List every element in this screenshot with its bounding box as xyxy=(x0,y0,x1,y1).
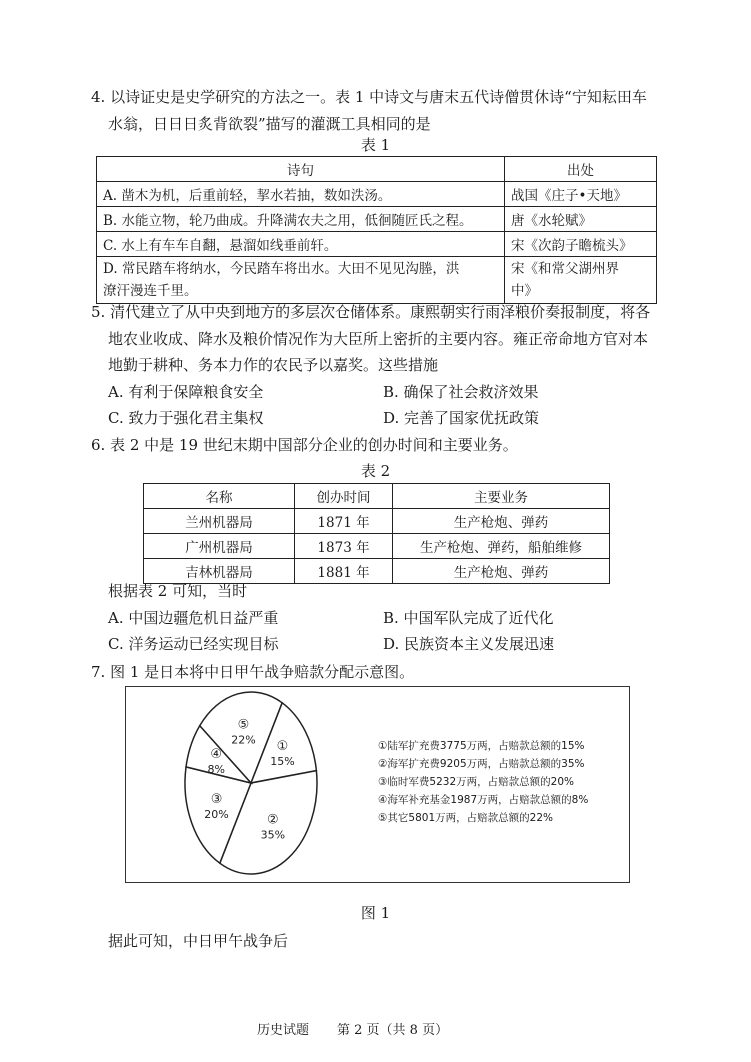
legend-item-3: ③临时军费5232万两，占赔款总额的20% xyxy=(378,776,574,788)
table1-source-d-line2: 中》 xyxy=(511,283,538,299)
q5-option-a[interactable]: A. 有利于保障粮食安全 xyxy=(108,383,264,401)
table2-cell: 吉林机器局 xyxy=(144,559,295,584)
table-row xyxy=(97,207,657,232)
q5-option-d[interactable]: D. 完善了国家优抚政策 xyxy=(383,409,540,427)
legend-item-2: ②海军扩充费9205万两，占赔款总额的35% xyxy=(378,758,585,770)
q4-stem-line1: 4. 以诗证史是史学研究的方法之一。表 1 中诗文与唐末五代诗僧贯休诗“宁知耘田车 xyxy=(91,88,647,106)
pie-slice-pct-3: 20% xyxy=(204,807,229,821)
table1-caption: 表 1 xyxy=(360,136,391,154)
pie-slice-label-5: ⑤ xyxy=(237,717,250,733)
q6-option-c[interactable]: C. 洋务运动已经实现目标 xyxy=(108,635,279,653)
table1-verse-a: A. 凿木为机，后重前轻，挈水若抽，数如泆汤。 xyxy=(97,182,505,207)
table2-cell: 生产枪炮、弹药 xyxy=(393,559,610,584)
table2-cell: 生产枪炮、弹药，船舶维修 xyxy=(393,534,610,559)
table1-verse-c: C. 水上有车车自翻，悬溜如线垂前轩。 xyxy=(97,232,505,257)
pie-slice-pct-4: 8% xyxy=(207,763,225,777)
table2-cell: 生产枪炮、弹药 xyxy=(393,509,610,534)
q7-stem: 据此可知，中日甲午战争后 xyxy=(108,932,289,950)
footer-page: 第 2 页（共 8 页） xyxy=(337,1023,449,1038)
q5-stem-line1: 5. 清代建立了从中央到地方的多层次仓储体系。康熙朝实行雨泽粮价奏报制度，将各 xyxy=(91,303,651,321)
pie-slice-label-2: ② xyxy=(267,812,279,828)
pie-slice-pct-2: 35% xyxy=(260,828,286,842)
table1-verse-d-line1: D. 常民踏车将纳水，今民踏车将出水。大田不见见沟塍，洪 xyxy=(103,261,460,277)
q5-option-b[interactable]: B. 确保了社会救济效果 xyxy=(383,383,539,401)
q6-stem-line1: 6. 表 2 中是 19 世纪末期中国部分企业的创办时间和主要业务。 xyxy=(91,436,518,454)
table2-header-name: 名称 xyxy=(144,484,295,509)
pie-slice-pct-1: 15% xyxy=(270,754,295,768)
q6-option-b[interactable]: B. 中国军队完成了近代化 xyxy=(383,609,554,627)
pie-slice-label-1: ① xyxy=(276,738,289,754)
pie-slice-label-3: ③ xyxy=(210,791,223,807)
table-row xyxy=(97,232,657,257)
table1-source-b: 唐《水轮赋》 xyxy=(505,207,657,232)
pie-chart xyxy=(126,687,366,882)
table-row xyxy=(97,182,657,207)
table1-source-c: 宋《次韵子瞻梳头》 xyxy=(505,232,657,257)
table2-header-business: 主要业务 xyxy=(393,484,610,509)
table1-source-d-line1: 宋《和常父湖州界 xyxy=(511,261,619,277)
legend-item-5: ⑤其它5801万两，占赔款总额的22% xyxy=(378,812,553,824)
table-row xyxy=(144,509,610,534)
q5-stem-line3: 地勤于耕种、务本力作的农民予以嘉奖。这些措施 xyxy=(108,356,439,374)
q6-option-d[interactable]: D. 民族资本主义发展迅速 xyxy=(383,635,555,653)
table2-cell: 1871 年 xyxy=(295,509,393,534)
table1-header-source: 出处 xyxy=(505,157,657,182)
table-row xyxy=(144,534,610,559)
table2-cell: 广州机器局 xyxy=(144,534,295,559)
legend-item-4: ④海军补充基金1987万两，占赔款总额的8% xyxy=(378,794,589,806)
table1-verse-b: B. 水能立物，轮乃曲成。升降满农夫之用，低徊随匠氏之程。 xyxy=(97,207,505,232)
q7-stem-line1: 7. 图 1 是日本将中日甲午战争赔款分配示意图。 xyxy=(91,663,415,681)
pie-slice-label-4: ④ xyxy=(210,747,223,763)
table2-header-date: 创办时间 xyxy=(295,484,393,509)
table-row xyxy=(97,257,657,304)
table2-cell: 1881 年 xyxy=(295,559,393,584)
table2-cell: 兰州机器局 xyxy=(144,509,295,534)
table2-caption: 表 2 xyxy=(360,462,391,480)
table1 xyxy=(96,156,657,304)
table2 xyxy=(143,483,610,584)
table1-header-verse: 诗句 xyxy=(97,157,505,182)
q5-option-c[interactable]: C. 致力于强化君主集权 xyxy=(108,409,264,427)
q4-stem-line2: 水翁，日日日炙背欲裂”描写的灌溉工具相同的是 xyxy=(108,115,431,133)
figure1-box xyxy=(125,686,630,883)
pie-slice-pct-5: 22% xyxy=(231,733,256,747)
table2-cell: 1873 年 xyxy=(295,534,393,559)
table1-source-a: 战国《庄子•天地》 xyxy=(505,182,657,207)
q5-stem-line2: 地农业收成、降水及粮价情况作为大臣所上密折的主要内容。雍正帝命地方官对本 xyxy=(108,330,649,348)
q6-option-a[interactable]: A. 中国边疆危机日益严重 xyxy=(108,609,279,627)
legend-item-1: ①陆军扩充费3775万两，占赔款总额的15% xyxy=(378,740,585,752)
q6-stem: 根据表 2 可知，当时 xyxy=(108,582,248,600)
footer-subject: 历史试题 xyxy=(257,1023,310,1038)
figure1-caption: 图 1 xyxy=(360,904,391,922)
table1-verse-d-line2: 潦汗漫连千里。 xyxy=(103,283,198,299)
